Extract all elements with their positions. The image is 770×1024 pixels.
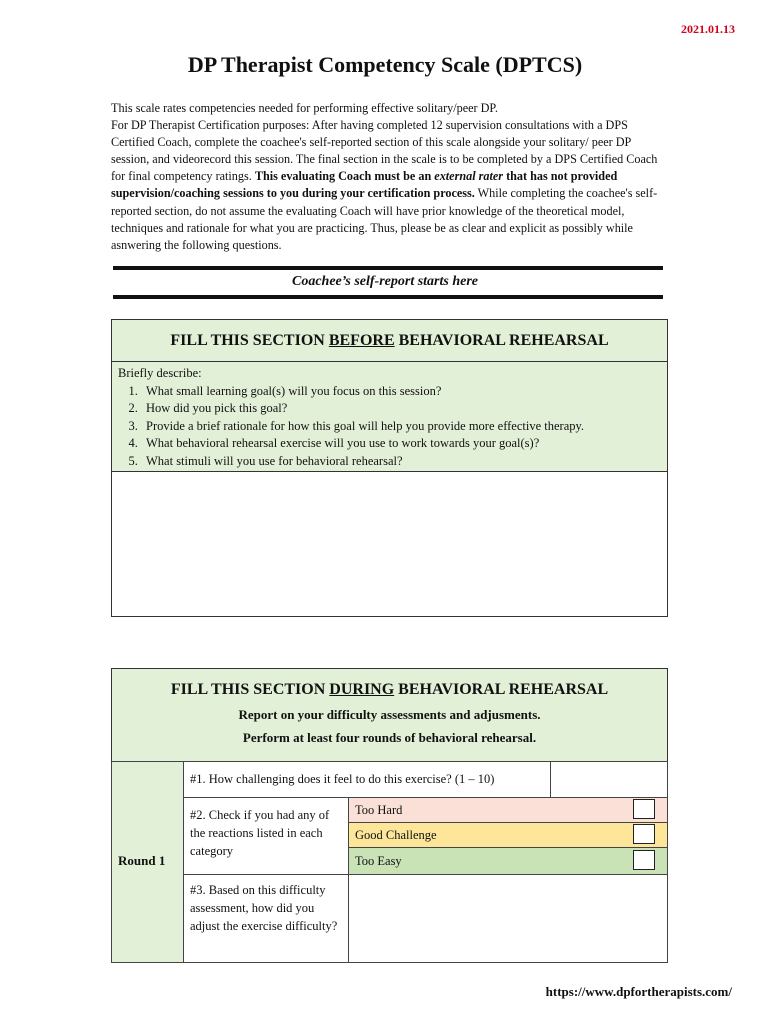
intro-bold-b: that has not provided supervision/coaching sessions to you during your certification process.: [111, 169, 618, 201]
q3-cell: [183, 874, 349, 963]
footer-url[interactable]: https://www.dpfortherapists.com/: [545, 984, 732, 999]
during-sub-1: Report on your difficulty assessments and adjusments.: [238, 707, 541, 722]
page-title: DP Therapist Competency Scale (DPTCS): [187, 52, 583, 77]
before-question: 4. What behavioral rehearsal exercise will you use to work towards your goal(s)?: [141, 435, 661, 453]
during-section-header: [111, 668, 668, 762]
before-lead: Briefly describe:: [118, 366, 202, 380]
option-label: Too Hard: [355, 803, 403, 817]
too-hard-checkbox[interactable]: [633, 799, 655, 819]
during-sub-2: Perform at least four rounds of behavioral rehearsal.: [242, 730, 537, 745]
good-challenge-checkbox[interactable]: [633, 824, 655, 844]
divider-top: [113, 266, 663, 270]
before-questions: [111, 361, 668, 472]
round-label-cell: [111, 761, 184, 963]
intro-text: [111, 100, 671, 254]
intro-bold-italic: external rater: [434, 169, 504, 184]
before-head-key: BEFORE: [328, 332, 395, 349]
too-easy-checkbox[interactable]: [633, 850, 655, 870]
intro-bold-a: This evaluating Coach must be an: [254, 169, 432, 184]
intro-paragraph: [111, 117, 671, 254]
before-question: 3. Provide a brief rationale for how this goal will help you provide more effective therapy.: [141, 418, 661, 436]
option-label: Too Easy: [355, 854, 402, 868]
before-head-post: BEHAVIORAL REHEARSAL: [398, 332, 609, 349]
before-head-pre: FILL THIS SECTION: [170, 332, 325, 349]
during-head-key: DURING: [329, 681, 395, 698]
q3-answer-field[interactable]: [348, 874, 668, 963]
before-answer-area[interactable]: [111, 471, 668, 617]
q3-text: #3. Based on this difficulty assessment, how did you adjust the exercise difficulty?: [190, 883, 338, 933]
q1-text: #1. How challenging does it feel to do this exercise? (1 – 10): [190, 772, 495, 786]
option-label: Good Challenge: [355, 828, 437, 842]
coachee-banner: Coachee’s self-report starts here: [292, 274, 478, 289]
q2-cell: [183, 797, 349, 875]
before-section-header: [111, 319, 668, 362]
before-question: 1. What small learning goal(s) will you focus on this session?: [141, 383, 661, 401]
option-too-hard: [348, 797, 668, 823]
document-date: 2021.01.13: [681, 22, 735, 36]
during-head-pre: FILL THIS SECTION: [170, 681, 326, 698]
during-head-post: BEHAVIORAL REHEARSAL: [398, 681, 609, 698]
before-question: 5. What stimuli will you use for behavioral rehearsal?: [141, 453, 661, 471]
option-too-easy: [348, 847, 668, 875]
q1-answer-field[interactable]: [550, 761, 668, 798]
q1-cell: [183, 761, 551, 798]
intro-para-end: While completing the coachee's self-reported section, do not assume the evaluating Coach will have prior knowledge of the theoretical model, techniques and rationale for what you are practicing. Thus, please be as clear and explicit as possibly while asnwering the following questions.: [111, 186, 658, 252]
divider-bottom: [113, 295, 663, 299]
intro-para-start: For DP Therapist Certification purposes: After having completed 12 supervision consultations with a DPS Certified Coach, complete the coachee's self-reported section of this scale alongside your solitary/ peer DP session, and videorecord this session. The final section in the scale is to be completed by a DPS Certified Coach for final competency ratings.: [111, 118, 658, 184]
intro-line: This scale rates competencies needed for performing effective solitary/peer DP.: [111, 101, 498, 115]
option-good-challenge: [348, 822, 668, 848]
round-label: Round 1: [118, 853, 166, 868]
q2-text: #2. Check if you had any of the reactions listed in each category: [190, 808, 330, 858]
before-question: 2. How did you pick this goal?: [141, 400, 661, 418]
